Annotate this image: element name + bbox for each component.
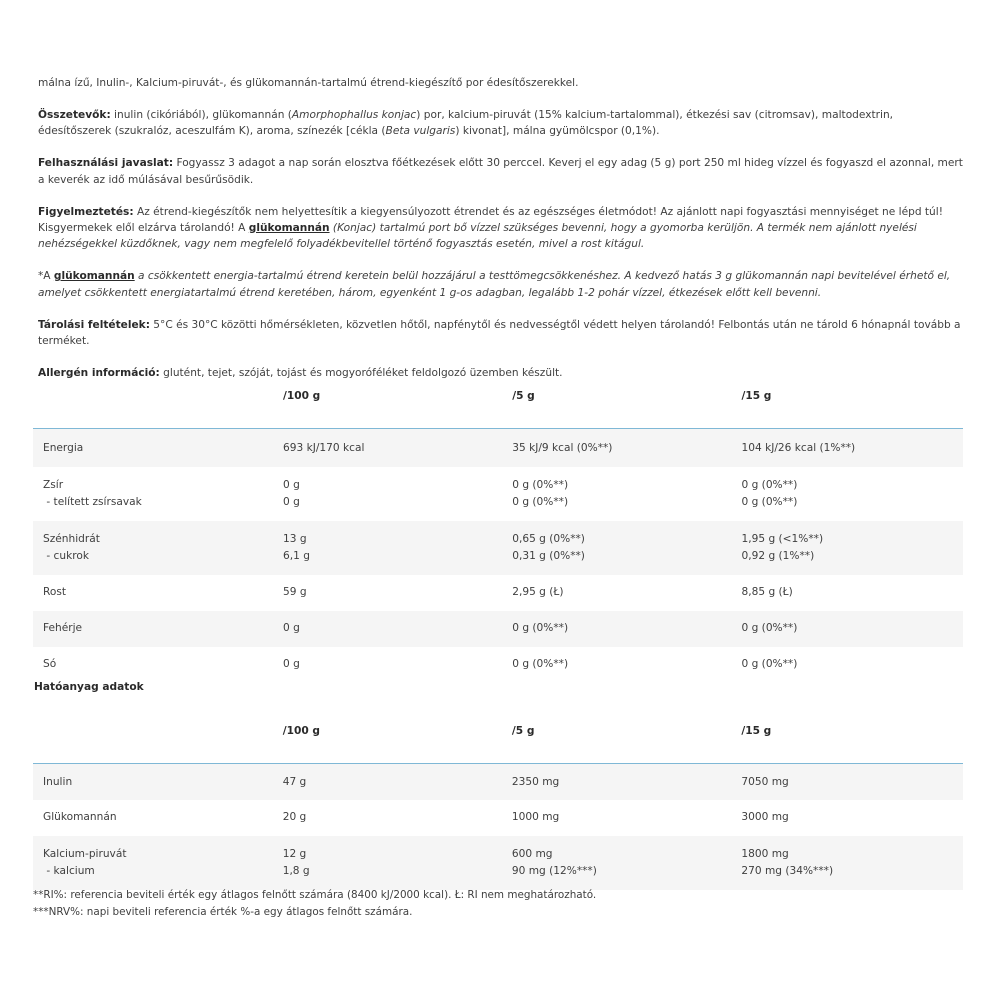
usage-paragraph xyxy=(38,155,964,188)
row-value-100g: 0 g xyxy=(283,658,300,671)
footnote-ri: **RI%: referencia beviteli érték egy átlagos felnőtt számára (8400 kJ/2000 kcal). Ł: RI nem meghatározható. xyxy=(33,889,597,901)
table-row-feherje xyxy=(33,611,963,647)
claim-prefix: *A xyxy=(38,270,54,283)
footnotes xyxy=(33,887,596,920)
row-value-15g: 104 kJ/26 kcal (1%**) xyxy=(741,429,963,467)
value-sub: 0,92 g (1%**) xyxy=(741,549,815,562)
active-ingredients-table xyxy=(33,723,963,890)
value-sub: 0 g xyxy=(283,495,300,508)
row-value-100g: 47 g xyxy=(283,764,512,800)
value-sub: 0 g (0%**) xyxy=(741,495,798,508)
active-header-empty xyxy=(33,723,283,764)
row-value-5g: 35 kJ/9 kcal (0%**) xyxy=(512,429,741,467)
active-header-100g: /100 g xyxy=(283,723,512,764)
table-row-energia xyxy=(33,429,963,467)
active-ingredients-title: Hatóanyag adatok xyxy=(34,681,144,693)
ingredients-italic-1: Amorphophallus konjac xyxy=(291,108,417,121)
storage-text: 5°C és 30°C közötti hőmérsékleten, közvetlen hőtől, napfénytől és nedvességtől védett helyen tárolandó! Felbontás után ne tárold 6 hónapnál tovább a terméket. xyxy=(38,318,961,347)
nutrition-table xyxy=(33,388,963,683)
active-header-15g: /15 g xyxy=(741,723,963,764)
value-main: 0 g xyxy=(283,479,300,492)
nutrition-header-empty xyxy=(33,388,283,429)
table-row-so xyxy=(33,647,963,683)
value-sub: 0 g (0%**) xyxy=(512,495,569,508)
active-header-row xyxy=(33,723,963,764)
value-sub: 270 mg (34%***) xyxy=(741,864,834,877)
ingredients-text-1: inulin (cikóriából), glükomannán ( xyxy=(110,108,292,121)
row-value-15g: 0 g (0%**) xyxy=(741,611,963,647)
allergen-text: glutént, tejet, szóját, tojást és mogyoróféléket feldolgozó üzemben készült. xyxy=(159,366,563,379)
warning-label: Figyelmeztetés: xyxy=(38,205,134,218)
nutrition-header-row xyxy=(33,388,963,429)
allergen-label: Allergén információ: xyxy=(38,366,160,379)
storage-label: Tárolási feltételek: xyxy=(38,318,150,331)
row-value-15g xyxy=(741,836,963,890)
value-sub: 90 mg (12%***) xyxy=(511,864,597,877)
value-sub: 0,31 g (0%**) xyxy=(512,549,585,562)
row-value-100g: 20 g xyxy=(282,811,307,824)
usage-text: Fogyassz 3 adagot a nap során elosztva főétkezések előtt 30 perccel. Keverj el egy adag (5 g) port 250 ml hideg vízzel és fogyaszd el azonnal, mert a keverék az idő múlásával besűrűsödik. xyxy=(38,157,963,186)
ingredients-italic-2: Beta vulgaris xyxy=(385,125,456,138)
row-label-sub: - kalcium xyxy=(43,864,95,877)
row-label-sub: - telített zsírsavak xyxy=(43,495,142,508)
row-value-100g: 0 g xyxy=(283,611,512,647)
row-label-main: Kalcium-piruvát xyxy=(43,848,127,861)
storage-paragraph xyxy=(38,317,964,350)
row-label xyxy=(33,521,283,575)
ingredients-text-3: ) kivonat], málna gyümölcspor (0,1%). xyxy=(455,125,660,138)
value-main: 1800 mg xyxy=(741,848,789,861)
active-header-5g: /5 g xyxy=(512,723,741,764)
table-row-kalcium-piruvat xyxy=(33,836,963,890)
row-value-15g: 8,85 g (Ł) xyxy=(741,586,793,599)
row-value-15g xyxy=(741,521,963,575)
ingredients-paragraph xyxy=(38,107,964,140)
usage-label: Felhasználási javaslat: xyxy=(38,157,174,170)
row-value-15g xyxy=(741,467,963,521)
value-sub: 1,8 g xyxy=(282,864,310,877)
row-label-main: Szénhidrát xyxy=(43,533,100,546)
intro-text: málna ízű, Inulin-, Kalcium-piruvát-, és glükomannán-tartalmú étrend-kiegészítő por édesítőszerekkel. xyxy=(38,77,579,89)
table-row-zsir xyxy=(33,467,963,521)
row-label xyxy=(33,836,283,890)
row-value-15g: 7050 mg xyxy=(741,764,963,800)
claim-glucomannan-link[interactable]: glükomannán xyxy=(53,270,135,283)
claim-text: a csökkentett energia-tartalmú étrend keretein belül hozzájárul a testtömegcsökkenéshez. A kedvező hatás 3 g glükomannán napi bevitelével érhető el, amelyet csökkentett energiatartalmú étrend keretében, három, egyenként 1 g-os adagban, legalább 1-2 pohár vízzel, étkezések előtt kell bevenni. xyxy=(38,270,951,299)
value-main: 1,95 g (<1%**) xyxy=(741,533,824,546)
row-label xyxy=(33,467,283,521)
nutrition-header-100g: /100 g xyxy=(283,388,512,429)
row-value-100g: 59 g xyxy=(283,586,307,599)
table-row-inulin xyxy=(33,764,963,800)
row-value-5g: 2350 mg xyxy=(512,764,741,800)
row-value-100g xyxy=(283,836,512,890)
row-value-5g xyxy=(512,467,741,521)
row-label-main: Zsír xyxy=(43,479,64,492)
claim-paragraph xyxy=(38,268,964,301)
row-value-5g xyxy=(512,521,741,575)
row-label: Energia xyxy=(33,429,283,467)
row-value-5g: 1000 mg xyxy=(511,811,560,824)
value-main: 0 g (0%**) xyxy=(512,479,569,492)
row-value-100g xyxy=(283,467,512,521)
ingredients-text-2: ) por, kalcium-piruvát (15% kalcium-tartalommal), étkezési sav (citromsav), maltodextrin, édesítőszerek (szukralóz, aceszulfám K), aroma, színezék [cékla ( xyxy=(38,108,894,138)
row-value-5g: 0 g (0%**) xyxy=(512,611,741,647)
row-label: Inulin xyxy=(33,764,283,800)
nutrition-header-15g: /15 g xyxy=(741,388,963,429)
value-main: 0,65 g (0%**) xyxy=(512,533,585,546)
row-label-sub: - cukrok xyxy=(43,549,89,562)
row-value-100g xyxy=(283,521,512,575)
row-label: Rost xyxy=(43,586,67,599)
row-value-5g: 2,95 g (Ł) xyxy=(512,586,564,599)
glucomannan-link[interactable]: glükomannán xyxy=(248,221,330,234)
row-label: Glükomannán xyxy=(43,811,117,824)
row-value-5g: 0 g (0%**) xyxy=(512,658,569,671)
row-value-15g: 0 g (0%**) xyxy=(741,658,798,671)
value-main: 12 g xyxy=(282,848,307,861)
row-label: Fehérje xyxy=(33,611,283,647)
table-row-szenhidrat xyxy=(33,521,963,575)
row-value-5g xyxy=(512,836,741,890)
warning-paragraph xyxy=(38,204,964,253)
value-main: 600 mg xyxy=(511,848,553,861)
table-row-glukomannan xyxy=(33,800,963,836)
nutrition-header-5g: /5 g xyxy=(512,388,741,429)
product-description xyxy=(38,75,964,397)
warning-text-1: Az étrend-kiegészítők nem helyettesítik a kiegyensúlyozott étrendet és az egészséges életmódot! Az ajánlott napi fogyasztási mennyiséget ne lépd túl! Kisgyermekek elől elzárva tárolandó! A xyxy=(38,205,943,234)
value-main: 0 g (0%**) xyxy=(741,479,798,492)
ingredients-label: Összetevők: xyxy=(38,108,111,121)
warning-text-2: (Konjac) tartalmú port bő vízzel szükséges bevenni, hogy a gyomorba kerüljön. A termék nem ajánlott nyelési nehézségekkel küzdőknek, vagy nem megfelelő folyadékbevitellel történő fogyasztás esetén, mivel a rost kitágul. xyxy=(38,221,917,251)
table-row-rost xyxy=(33,575,963,611)
value-sub: 6,1 g xyxy=(283,549,310,562)
allergen-paragraph xyxy=(38,365,964,381)
row-value-15g: 3000 mg xyxy=(741,811,789,824)
row-value-100g: 693 kJ/170 kcal xyxy=(283,429,512,467)
row-label: Só xyxy=(43,658,57,671)
footnote-nrv: ***NRV%: napi beviteli referencia érték %-a egy átlagos felnőtt számára. xyxy=(33,905,413,918)
value-main: 13 g xyxy=(283,533,307,546)
